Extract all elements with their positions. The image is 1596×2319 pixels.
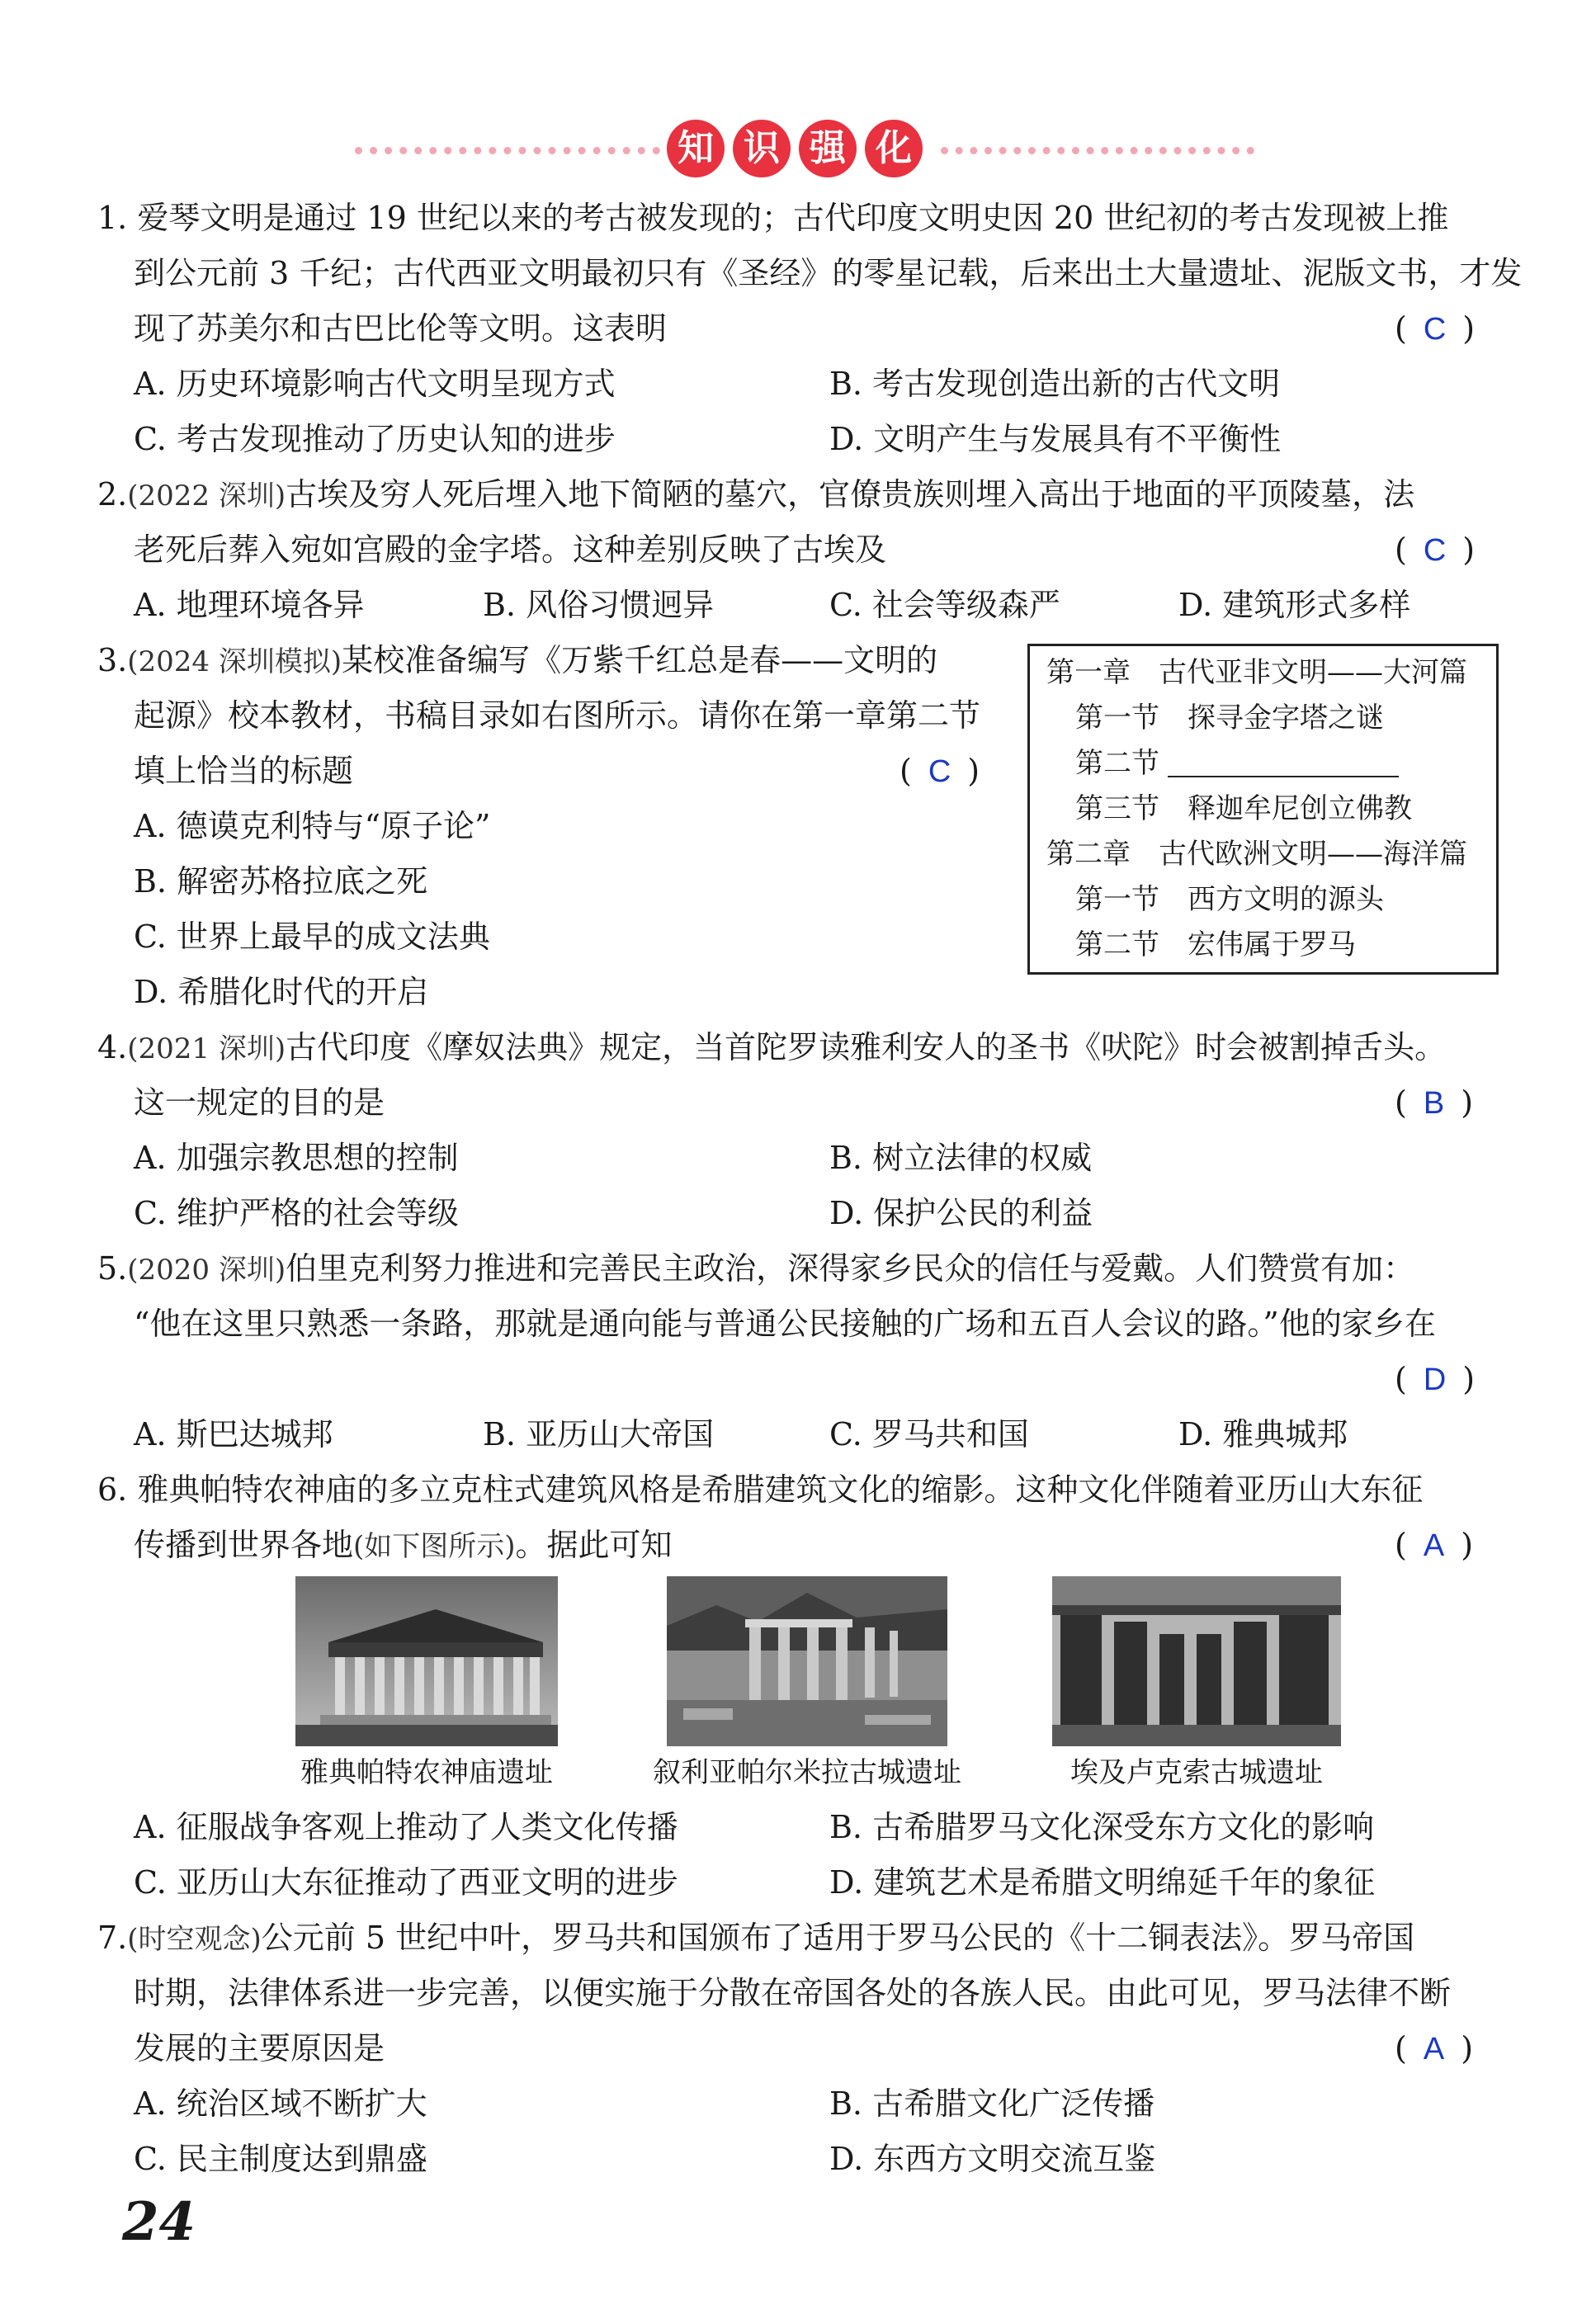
q4-line-1-text: 古代印度《摩奴法典》规定，当首陀罗读雅利安人的圣书《吠陀》时会被割掉舌头。 bbox=[286, 1029, 1447, 1065]
q3-line-3: 填上恰当的标题 bbox=[134, 753, 354, 789]
q3-toc-box bbox=[1027, 644, 1499, 975]
toc-row-3-label: 第二节 bbox=[1075, 747, 1159, 780]
q3-option-a[interactable]: A. 德谟克利特与“原子论” bbox=[134, 808, 491, 844]
q3-source: (2024 深圳模拟) bbox=[127, 645, 342, 678]
header-badge-2: 识 bbox=[733, 120, 791, 177]
q1-line-1: 1. 爱琴文明是通过 19 世纪以来的考古被发现的；古代印度文明史因 20 世纪初的考古发现被上推 bbox=[97, 200, 1449, 236]
q1-line-2: 到公元前 3 千纪；古代西亚文明最初只有《圣经》的零星记载，后来出土大量遗址、泥版文书，才发 bbox=[134, 255, 1523, 291]
q5-line-2: “他在这里只熟悉一条路，那就是通向能与普通公民接触的广场和五百人会议的路。”他的家乡在 bbox=[134, 1306, 1436, 1342]
q4-option-c[interactable]: C. 维护严格的社会等级 bbox=[134, 1195, 459, 1231]
q3-answer: ( C ) bbox=[900, 753, 980, 789]
q4-answer: ( B ) bbox=[1395, 1084, 1474, 1121]
q1-option-b[interactable]: B. 考古发现创造出新的古代文明 bbox=[829, 366, 1281, 402]
q2-answer: ( C ) bbox=[1395, 531, 1476, 568]
q3-option-c[interactable]: C. 世界上最早的成文法典 bbox=[134, 919, 490, 955]
toc-row-4: 第三节 释迦牟尼创立佛教 bbox=[1075, 792, 1412, 825]
header-badge-3: 强 bbox=[799, 120, 857, 177]
toc-row-1: 第一章 古代亚非文明——大河篇 bbox=[1046, 656, 1467, 689]
q2-source: (2022 深圳) bbox=[127, 479, 286, 512]
palmyra-photo bbox=[667, 1576, 947, 1746]
toc-blank-line bbox=[1168, 753, 1399, 777]
q3-line-1-text: 某校准备编写《万紫千红总是春——文明的 bbox=[342, 642, 938, 678]
q7-option-b[interactable]: B. 古希腊文化广泛传播 bbox=[829, 2085, 1155, 2122]
header-dots-right bbox=[941, 147, 1254, 154]
q7-line-2: 时期，法律体系进一步完善，以便实施于分散在帝国各处的各族人民。由此可见，罗马法律不断 bbox=[134, 1975, 1452, 2011]
luxor-photo bbox=[1052, 1576, 1341, 1746]
q3-answer-letter: C bbox=[928, 754, 951, 789]
q6-line-1: 6. 雅典帕特农神庙的多立克柱式建筑风格是希腊建筑文化的缩影。这种文化伴随着亚历山大东征 bbox=[97, 1471, 1424, 1508]
q6-option-d[interactable]: D. 建筑艺术是希腊文明绵延千年的象征 bbox=[829, 1864, 1376, 1901]
q5-line-1 bbox=[97, 1249, 1414, 1290]
caption-luxor: 埃及卢克索古城遗址 bbox=[1070, 1756, 1323, 1789]
q7-line-3: 发展的主要原因是 bbox=[134, 2030, 385, 2066]
q5-number: 5. bbox=[97, 1250, 128, 1287]
q7-source: (时空观念) bbox=[127, 1923, 262, 1956]
q2-number: 2. bbox=[97, 476, 128, 512]
q4-option-a[interactable]: A. 加强宗教思想的控制 bbox=[134, 1140, 459, 1176]
q5-answer-letter: D bbox=[1423, 1363, 1447, 1397]
q2-line-1-text: 古埃及穷人死后埋入地下简陋的墓穴，官僚贵族则埋入高出于地面的平顶陵墓，法 bbox=[286, 476, 1415, 512]
q4-source: (2021 深圳) bbox=[127, 1032, 286, 1065]
q3-line-1 bbox=[97, 640, 937, 682]
q5-option-d[interactable]: D. 雅典城邦 bbox=[1178, 1416, 1348, 1452]
q7-line-1 bbox=[97, 1918, 1414, 1959]
q2-option-b[interactable]: B. 风俗习惯迥异 bbox=[483, 587, 715, 623]
q3-option-b[interactable]: B. 解密苏格拉底之死 bbox=[134, 863, 428, 900]
q5-option-c[interactable]: C. 罗马共和国 bbox=[829, 1416, 1029, 1452]
q7-option-d[interactable]: D. 东西方文明交流互鉴 bbox=[829, 2141, 1156, 2177]
q3-option-d[interactable]: D. 希腊化时代的开启 bbox=[134, 974, 429, 1010]
q4-answer-letter: B bbox=[1423, 1086, 1445, 1121]
toc-row-2: 第一节 探寻金字塔之谜 bbox=[1075, 701, 1384, 734]
q6-answer-letter: A bbox=[1423, 1528, 1445, 1563]
q7-answer-letter: A bbox=[1423, 2032, 1445, 2066]
q6-line-2-a: 传播到世界各地 bbox=[134, 1527, 354, 1563]
q2-option-d[interactable]: D. 建筑形式多样 bbox=[1178, 587, 1411, 623]
q2-answer-letter: C bbox=[1423, 533, 1447, 568]
q3-line-2: 起源》校本教材，书稿目录如右图所示。请你在第一章第二节 bbox=[134, 697, 981, 734]
q5-option-a[interactable]: A. 斯巴达城邦 bbox=[134, 1416, 333, 1452]
q7-option-c[interactable]: C. 民主制度达到鼎盛 bbox=[134, 2141, 427, 2177]
q1-answer-letter: C bbox=[1423, 312, 1447, 347]
q7-line-1-text: 公元前 5 世纪中叶，罗马共和国颁布了适用于罗马公民的《十二铜表法》。罗马帝国 bbox=[261, 1920, 1415, 1956]
q5-option-b[interactable]: B. 亚历山大帝国 bbox=[483, 1416, 715, 1452]
q3-number: 3. bbox=[97, 642, 128, 678]
q4-line-2: 这一规定的目的是 bbox=[134, 1084, 385, 1121]
q1-line-3: 现了苏美尔和古巴比伦等文明。这表明 bbox=[134, 310, 668, 347]
page-number: 24 bbox=[122, 2191, 196, 2253]
q6-option-c[interactable]: C. 亚历山大东征推动了西亚文明的进步 bbox=[134, 1864, 678, 1901]
q2-line-2: 老死后葬入宛如宫殿的金字塔。这种差别反映了古埃及 bbox=[134, 531, 887, 568]
q2-line-1 bbox=[97, 475, 1414, 516]
header-dots-left bbox=[355, 147, 660, 154]
header-badge-4: 化 bbox=[865, 120, 923, 177]
q6-option-a[interactable]: A. 征服战争客观上推动了人类文化传播 bbox=[134, 1809, 678, 1845]
q1-option-a[interactable]: A. 历史环境影响古代文明呈现方式 bbox=[134, 366, 616, 402]
toc-row-7: 第二节 宏伟属于罗马 bbox=[1075, 928, 1356, 961]
q4-number: 4. bbox=[97, 1029, 128, 1065]
q6-line-2-c: 。据此可知 bbox=[515, 1527, 673, 1563]
q1-answer: ( C ) bbox=[1395, 310, 1476, 347]
q6-option-b[interactable]: B. 古希腊罗马文化深受东方文化的影响 bbox=[829, 1809, 1375, 1845]
q5-source: (2020 深圳) bbox=[127, 1254, 286, 1287]
q2-option-c[interactable]: C. 社会等级森严 bbox=[829, 587, 1060, 623]
q7-option-a[interactable]: A. 统治区域不断扩大 bbox=[134, 2085, 427, 2122]
toc-row-5: 第二章 古代欧洲文明——海洋篇 bbox=[1046, 838, 1467, 871]
q1-option-d[interactable]: D. 文明产生与发展具有不平衡性 bbox=[829, 421, 1282, 457]
q1-option-c[interactable]: C. 考古发现推动了历史认知的进步 bbox=[134, 421, 616, 457]
toc-row-6: 第一节 西方文明的源头 bbox=[1075, 883, 1384, 916]
q7-answer: ( A ) bbox=[1395, 2030, 1474, 2066]
q2-option-a[interactable]: A. 地理环境各异 bbox=[134, 587, 365, 623]
q4-option-d[interactable]: D. 保护公民的利益 bbox=[829, 1195, 1093, 1231]
q7-number: 7. bbox=[97, 1920, 128, 1956]
q6-line-2-b: (如下图所示) bbox=[353, 1530, 516, 1563]
caption-palmyra: 叙利亚帕尔米拉古城遗址 bbox=[653, 1756, 961, 1789]
q4-line-1 bbox=[97, 1027, 1446, 1069]
caption-parthenon: 雅典帕特农神庙遗址 bbox=[300, 1756, 553, 1789]
header-badge-1: 知 bbox=[667, 120, 725, 177]
q6-line-2 bbox=[134, 1525, 673, 1566]
toc-row-3 bbox=[1075, 745, 1399, 782]
q4-option-b[interactable]: B. 树立法律的权威 bbox=[829, 1140, 1093, 1176]
q6-answer: ( A ) bbox=[1395, 1527, 1474, 1563]
q5-answer: ( D ) bbox=[1395, 1361, 1476, 1397]
q5-line-1-text: 伯里克利努力推进和完善民主政治，深得家乡民众的信任与爱戴。人们赞赏有加： bbox=[286, 1250, 1415, 1287]
parthenon-photo bbox=[295, 1576, 558, 1746]
